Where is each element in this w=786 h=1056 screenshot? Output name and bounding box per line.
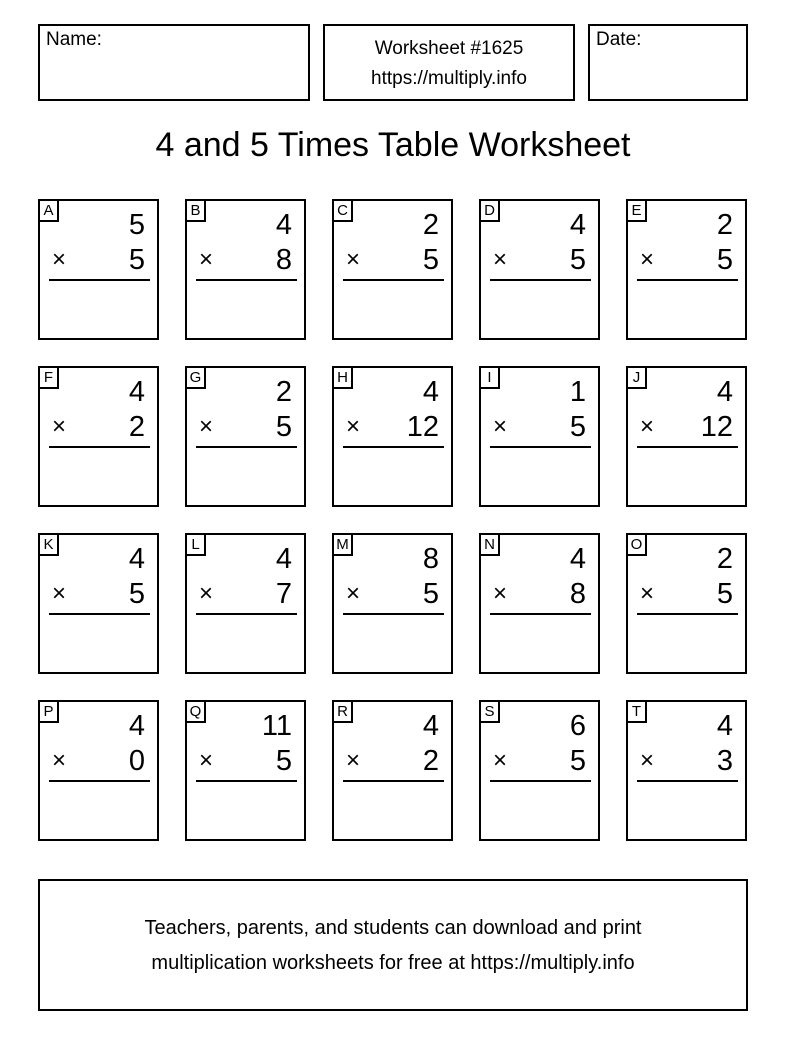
multiplicand: 4 bbox=[422, 710, 439, 742]
problem-card[interactable] bbox=[479, 700, 600, 841]
problem-letter: F bbox=[38, 366, 59, 389]
footer-note bbox=[38, 879, 748, 1011]
times-sign: × bbox=[199, 413, 214, 440]
problem-card[interactable] bbox=[479, 533, 600, 674]
problem-card[interactable] bbox=[185, 533, 306, 674]
multiplier: 5 bbox=[422, 244, 439, 276]
multiplier: 5 bbox=[275, 745, 292, 777]
problem-letter: C bbox=[332, 199, 353, 222]
problem-letter: K bbox=[38, 533, 59, 556]
multiplicand: 4 bbox=[422, 376, 439, 408]
answer-line bbox=[196, 446, 297, 448]
problem-card[interactable] bbox=[38, 366, 159, 507]
problem-letter: O bbox=[626, 533, 647, 556]
answer-line bbox=[637, 279, 738, 281]
problem-letter: E bbox=[626, 199, 647, 222]
worksheet-info-box bbox=[323, 24, 575, 101]
times-sign: × bbox=[52, 413, 67, 440]
multiplier: 2 bbox=[422, 745, 439, 777]
answer-line bbox=[490, 279, 591, 281]
multiplicand: 2 bbox=[716, 543, 733, 575]
problem-card[interactable] bbox=[479, 199, 600, 340]
answer-line bbox=[49, 279, 150, 281]
problem-letter: J bbox=[626, 366, 647, 389]
worksheet-number: Worksheet #1625 bbox=[374, 38, 524, 59]
multiplicand: 4 bbox=[128, 376, 145, 408]
problem-letter: M bbox=[332, 533, 353, 556]
date-label: Date: bbox=[596, 29, 642, 50]
times-sign: × bbox=[493, 413, 508, 440]
multiplicand: 2 bbox=[422, 209, 439, 241]
problem-letter: I bbox=[479, 366, 500, 389]
date-field[interactable] bbox=[588, 24, 748, 101]
answer-line bbox=[196, 279, 297, 281]
multiplier: 5 bbox=[128, 578, 145, 610]
answer-line bbox=[196, 780, 297, 782]
times-sign: × bbox=[346, 747, 361, 774]
times-sign: × bbox=[640, 747, 655, 774]
multiplicand: 8 bbox=[422, 543, 439, 575]
multiplier: 5 bbox=[569, 745, 586, 777]
answer-line bbox=[49, 613, 150, 615]
multiplier: 12 bbox=[700, 411, 733, 443]
multiplicand: 4 bbox=[569, 209, 586, 241]
answer-line bbox=[343, 780, 444, 782]
multiplier: 5 bbox=[128, 244, 145, 276]
problem-card[interactable] bbox=[626, 533, 747, 674]
multiplier: 5 bbox=[716, 244, 733, 276]
multiplier: 3 bbox=[716, 745, 733, 777]
multiplicand: 4 bbox=[275, 543, 292, 575]
problem-letter: A bbox=[38, 199, 59, 222]
problem-card[interactable] bbox=[332, 366, 453, 507]
times-sign: × bbox=[493, 246, 508, 273]
name-label: Name: bbox=[46, 29, 102, 50]
times-sign: × bbox=[199, 580, 214, 607]
multiplicand: 2 bbox=[716, 209, 733, 241]
answer-line bbox=[196, 613, 297, 615]
worksheet-url: https://multiply.info bbox=[371, 68, 527, 89]
problem-card[interactable] bbox=[626, 199, 747, 340]
problem-card[interactable] bbox=[479, 366, 600, 507]
name-field[interactable] bbox=[38, 24, 310, 101]
multiplicand: 2 bbox=[275, 376, 292, 408]
times-sign: × bbox=[640, 413, 655, 440]
multiplicand: 1 bbox=[569, 376, 586, 408]
times-sign: × bbox=[52, 747, 67, 774]
footer-line-2: multiplication worksheets for free at https://multiply.info bbox=[151, 952, 635, 974]
multiplier: 8 bbox=[275, 244, 292, 276]
multiplicand: 4 bbox=[275, 209, 292, 241]
times-sign: × bbox=[52, 246, 67, 273]
problem-letter: T bbox=[626, 700, 647, 723]
problem-card[interactable] bbox=[626, 700, 747, 841]
problem-letter: H bbox=[332, 366, 353, 389]
problem-card[interactable] bbox=[38, 533, 159, 674]
multiplier: 7 bbox=[275, 578, 292, 610]
times-sign: × bbox=[493, 580, 508, 607]
problem-letter: B bbox=[185, 199, 206, 222]
answer-line bbox=[490, 446, 591, 448]
problem-letter: G bbox=[185, 366, 206, 389]
times-sign: × bbox=[493, 747, 508, 774]
multiplicand: 4 bbox=[716, 710, 733, 742]
times-sign: × bbox=[640, 580, 655, 607]
problem-card[interactable] bbox=[38, 700, 159, 841]
problem-card[interactable] bbox=[332, 700, 453, 841]
problem-letter: N bbox=[479, 533, 500, 556]
multiplier: 5 bbox=[716, 578, 733, 610]
multiplicand: 4 bbox=[569, 543, 586, 575]
answer-line bbox=[637, 780, 738, 782]
multiplier: 2 bbox=[128, 411, 145, 443]
problem-card[interactable] bbox=[185, 199, 306, 340]
multiplicand: 11 bbox=[261, 710, 292, 742]
times-sign: × bbox=[199, 246, 214, 273]
answer-line bbox=[637, 613, 738, 615]
multiplicand: 4 bbox=[128, 710, 145, 742]
problem-card[interactable] bbox=[332, 199, 453, 340]
answer-line bbox=[637, 446, 738, 448]
multiplier: 5 bbox=[422, 578, 439, 610]
multiplicand: 6 bbox=[569, 710, 586, 742]
multiplier: 5 bbox=[275, 411, 292, 443]
times-sign: × bbox=[52, 580, 67, 607]
problem-letter: S bbox=[479, 700, 500, 723]
multiplier: 0 bbox=[128, 745, 145, 777]
problem-card[interactable] bbox=[185, 700, 306, 841]
times-sign: × bbox=[640, 246, 655, 273]
answer-line bbox=[49, 780, 150, 782]
answer-line bbox=[343, 279, 444, 281]
multiplier: 5 bbox=[569, 411, 586, 443]
footer-line-1: Teachers, parents, and students can download and print bbox=[144, 917, 642, 939]
problem-card[interactable] bbox=[185, 366, 306, 507]
answer-line bbox=[343, 613, 444, 615]
multiplicand: 4 bbox=[128, 543, 145, 575]
problem-card[interactable] bbox=[38, 199, 159, 340]
problem-card[interactable] bbox=[332, 533, 453, 674]
multiplier: 5 bbox=[569, 244, 586, 276]
answer-line bbox=[49, 446, 150, 448]
problem-letter: R bbox=[332, 700, 353, 723]
problem-card[interactable] bbox=[626, 366, 747, 507]
problem-letter: D bbox=[479, 199, 500, 222]
multiplier: 12 bbox=[406, 411, 439, 443]
times-sign: × bbox=[346, 246, 361, 273]
problem-letter: L bbox=[185, 533, 206, 556]
problem-letter: Q bbox=[185, 700, 206, 723]
multiplicand: 5 bbox=[128, 209, 145, 241]
answer-line bbox=[490, 780, 591, 782]
multiplicand: 4 bbox=[716, 376, 733, 408]
answer-line bbox=[490, 613, 591, 615]
times-sign: × bbox=[199, 747, 214, 774]
multiplier: 8 bbox=[569, 578, 586, 610]
times-sign: × bbox=[346, 580, 361, 607]
times-sign: × bbox=[346, 413, 361, 440]
problem-letter: P bbox=[38, 700, 59, 723]
page-title: 4 and 5 Times Table Worksheet bbox=[155, 126, 631, 164]
answer-line bbox=[343, 446, 444, 448]
